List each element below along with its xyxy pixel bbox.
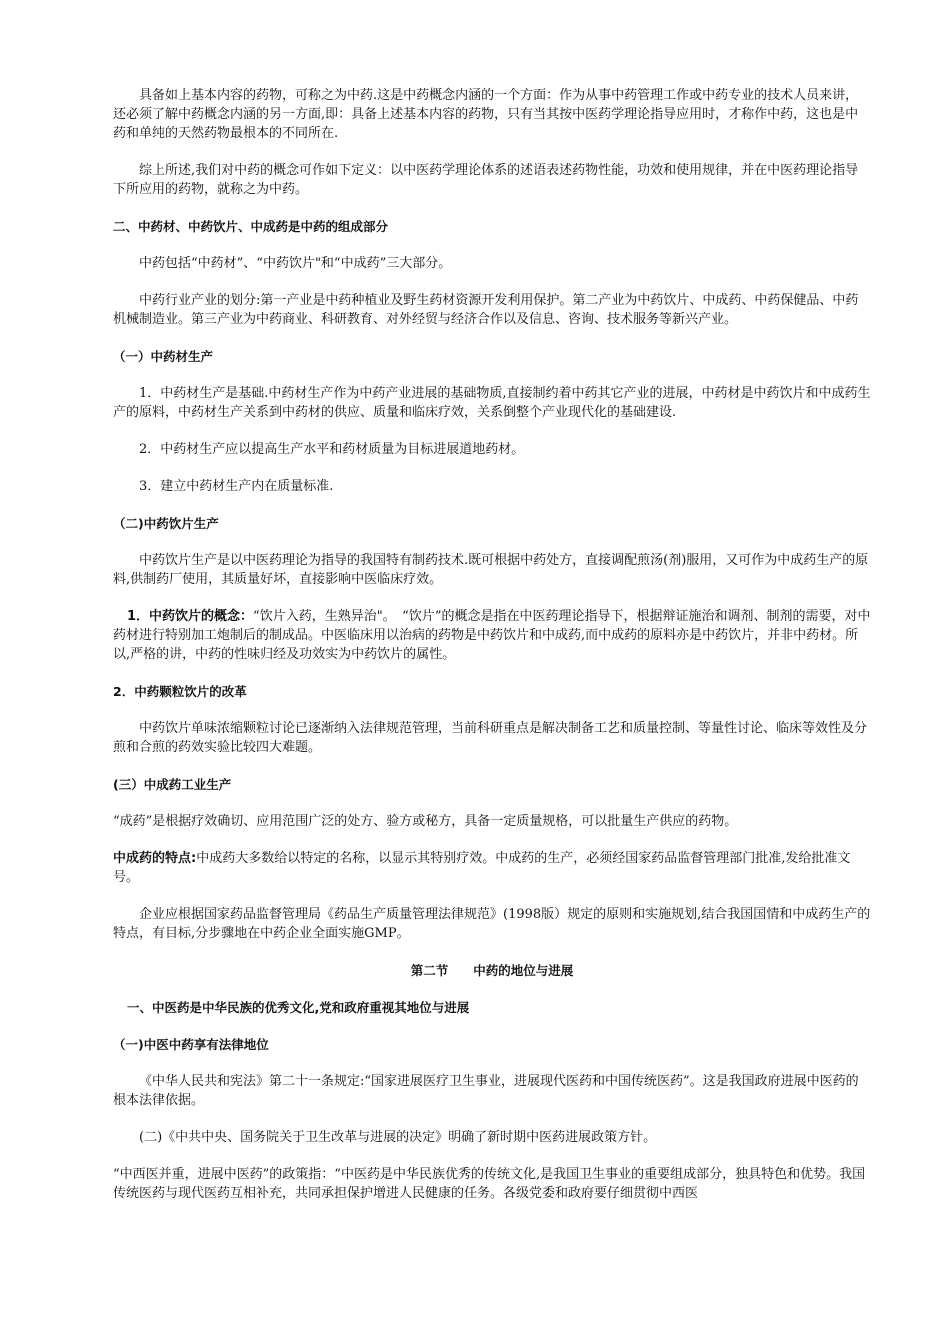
paragraph: 综上所述,我们对中药的概念可作如下定义：以中医药学理论体系的述语表述药物性能，功效和使用规律，并在中医药理论指导下所应用的药物，就称之为中药。 <box>113 163 859 197</box>
paragraph: “中西医并重，进展中医药”的政策指：“中医药是中华民族优秀的传统文化,是我国卫生事业的重要组成部分，独具特色和优势。我国传统医药与现代医药互相补充，共同承担保护增进人民健康的任务。各级党委和政府要仔细贯彻中西医 <box>113 1167 866 1201</box>
term-definition: “饮片入药，生熟异治"。 “饮片”的概念是指在中医药理论指导下，根据辩证施治和调剂、制剂的需要，对中药材进行特别加工炮制后的制成品。中医临床用以治病的药物是中药饮片和中成药,而中成药的原料亦是中药饮片，并非中药材。所以,严格的讲，中药的性味归经及功效实为中药饮片的属性。 <box>113 609 871 662</box>
paragraph: 2．中药材生产应以提高生产水平和药材质量为目标进展道地药材。 <box>139 442 525 457</box>
section-heading: 二、中药材、中药饮片、中成药是中药的组成部分 <box>113 219 389 234</box>
paragraph: 3．建立中药材生产内在质量标准. <box>139 479 334 494</box>
paragraph: 中药行业产业的划分:第一产业是中药种植业及野生药材资源开发利用保护。第二产业为中药饮片、中成药、中药保健品、中药机械制造业。第三产业为中药商业、科研教育、对外经贸与经济合作以及信息、咨询、技术服务等新兴产业。 <box>113 293 859 327</box>
paragraph: (二)《中共中央、国务院关于卫生改革与进展的决定》明确了新时期中医药进展政策方针。 <box>139 1130 657 1145</box>
subsection-heading: （一）中药材生产 <box>113 349 214 364</box>
subsection-heading: （一)中医中药享有法律地位 <box>113 1037 269 1052</box>
paragraph <box>113 849 871 887</box>
paragraph: 《中华人民共和宪法》第二十一条规定:“国家进展医疗卫生事业，进展现代医药和中国传统医药”。这是我国政府进展中医药的根本法律依据。 <box>113 1074 859 1108</box>
paragraph <box>113 607 871 664</box>
paragraph: 中药饮片生产是以中医药理论为指导的我国特有制药技术.既可根据中药处方，直接调配煎汤(剂)服用，又可作为中成药生产的原料,供制药厂使用，其质量好坏，直接影响中医临床疗效。 <box>113 553 869 587</box>
chapter-heading: 第二节 中药的地位与进展 <box>410 963 574 978</box>
paragraph: 具备如上基本内容的药物，可称之为中药.这是中药概念内涵的一个方面：作为从事中药管理工作或中药专业的技术人员来讲，还必须了解中药概念内涵的另一方面,即：具备上述基本内容的药物，只有当其按中医药学理论指导应用时，才称作中药，这也是中药和单纯的天然药物最根本的不同所在. <box>113 88 859 141</box>
subsection-heading: （二)中药饮片生产 <box>113 516 219 531</box>
term-definition: 中成药大多数给以特定的名称，以显示其特别疗效。中成药的生产，必须经国家药品监督管理部门批准,发给批准文号。 <box>113 851 851 885</box>
paragraph: 企业应根据国家药品监督管理局《药品生产质量管理法律规范》(1998版）规定的原则和实施规划,结合我国国情和中成药生产的特点，有目标,分步骤地在中药企业全面实施GMP。 <box>113 907 871 941</box>
term-label: 中成药的特点: <box>113 851 197 866</box>
paragraph: “成药”是根据疗效确切、应用范围广泛的处方、验方或秘方，具备一定质量规格，可以批量生产供应的药物。 <box>113 814 738 829</box>
term-label: 1．中药饮片的概念： <box>127 609 254 624</box>
paragraph: 1．中药材生产是基础.中药材生产作为中药产业进展的基础物质,直接制约着中药其它产业的进展，中药材是中药饮片和中成药生产的原料，中药材生产关系到中药材的供应、质量和临床疗效，关系倒整个产业现代化的基础建设. <box>113 386 871 420</box>
item-heading: 2．中药颗粒饮片的改革 <box>113 684 247 699</box>
document-page <box>113 86 871 1203</box>
paragraph: 中药饮片单味浓缩颗粒讨论已逐渐纳入法律规范管理，当前科研重点是解决制备工艺和质量控制、等量性讨论、临床等效性及分煎和合煎的药效实验比较四大难题。 <box>113 721 868 755</box>
paragraph: 中药包括“中药材”、“中药饮片"和“中成药”三大部分。 <box>139 256 452 271</box>
subsection-heading: (三）中成药工业生产 <box>113 777 232 792</box>
section-heading: 一、中医药是中华民族的优秀文化,党和政府重视其地位与进展 <box>127 1000 470 1015</box>
